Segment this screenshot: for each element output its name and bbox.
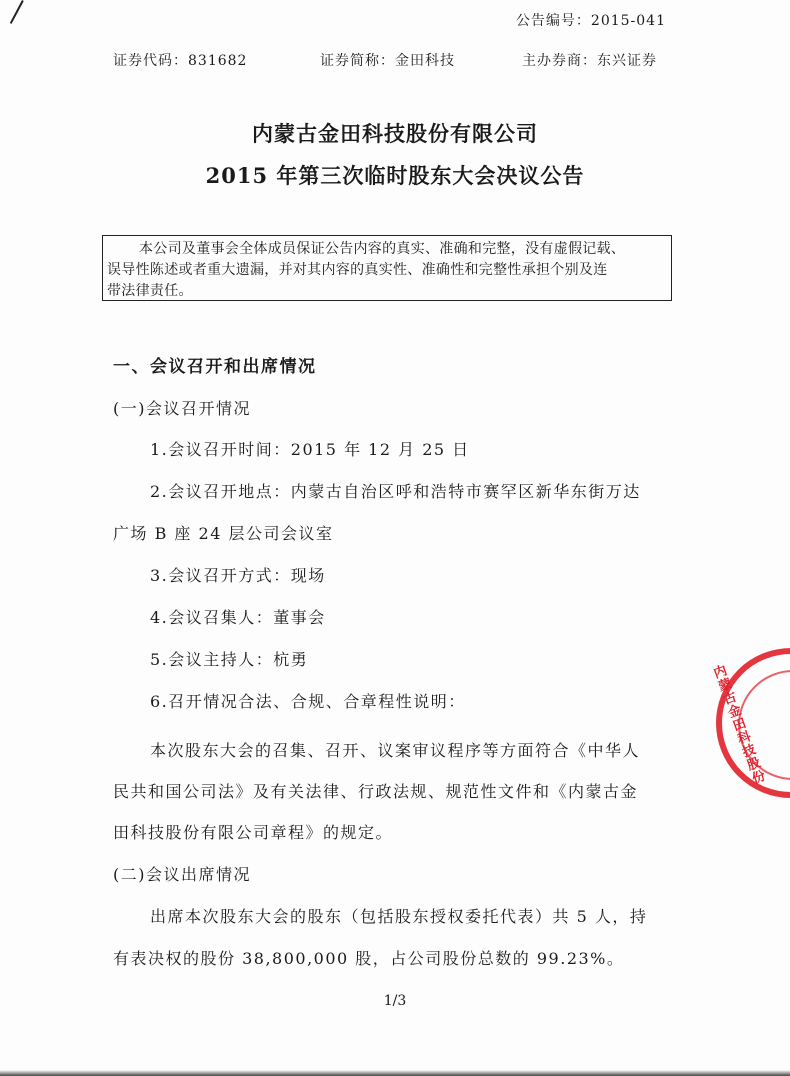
disclaimer-line-2: 误导性陈述或者重大遗漏，并对其内容的真实性、准确性和完整性承担个别及连 [107, 262, 608, 278]
security-code: 证券代码：831682 [113, 53, 248, 69]
compliance-paragraph-line-1: 本次股东大会的召集、召开、议案审议程序等方面符合《中华人 [150, 741, 641, 760]
item-meeting-place: 2.会议召开地点：内蒙古自治区呼和浩特市赛罕区新华东街万达 [150, 482, 641, 501]
security-abbreviation: 证券简称：金田科技 [320, 53, 455, 69]
corner-pen-mark [10, 0, 24, 24]
section-heading-1: 一、会议召开和出席情况 [113, 357, 317, 377]
page-number: 1/3 [383, 993, 407, 1009]
item-compliance: 6.召开情况合法、合规、合章程性说明： [150, 692, 466, 711]
item-meeting-method: 3.会议召开方式：现场 [150, 566, 326, 585]
item-meeting-place-cont: 广场 B 座 24 层公司会议室 [113, 524, 334, 543]
scan-bottom-edge [0, 1070, 790, 1076]
subsection-heading-2: (二)会议出席情况 [113, 865, 251, 884]
item-chair: 5.会议主持人：杭勇 [150, 650, 309, 669]
attendance-paragraph-line-2: 有表决权的股份 38,800,000 股，占公司股份总数的 99.23%。 [113, 949, 625, 968]
company-title: 内蒙古金田科技股份有限公司 [252, 121, 538, 146]
disclaimer-line-3: 带法律责任。 [107, 283, 193, 299]
notice-number: 公告编号：2015-041 [515, 13, 666, 29]
attendance-paragraph-line-1: 出席本次股东大会的股东（包括股东授权委托代表）共 5 人，持 [150, 907, 648, 926]
compliance-paragraph-line-3: 田科技股份有限公司章程》的规定。 [113, 823, 394, 842]
disclaimer-box [102, 235, 672, 301]
announcement-title: 2015 年第三次临时股东大会决议公告 [205, 163, 585, 188]
subsection-heading-1: (一)会议召开情况 [113, 399, 251, 418]
compliance-paragraph-line-2: 民共和国公司法》及有关法律、行政法规、规范性文件和《内蒙古金 [113, 782, 639, 801]
sponsor-broker: 主办券商：东兴证券 [522, 53, 657, 69]
company-seal-text: 内蒙古金田科技股份 [708, 663, 767, 787]
disclaimer-line-1: 本公司及董事会全体成员保证公告内容的真实、准确和完整，没有虚假记载、 [139, 241, 626, 257]
item-convener: 4.会议召集人：董事会 [150, 608, 326, 627]
item-meeting-time: 1.会议召开时间：2015 年 12 月 25 日 [150, 440, 470, 459]
